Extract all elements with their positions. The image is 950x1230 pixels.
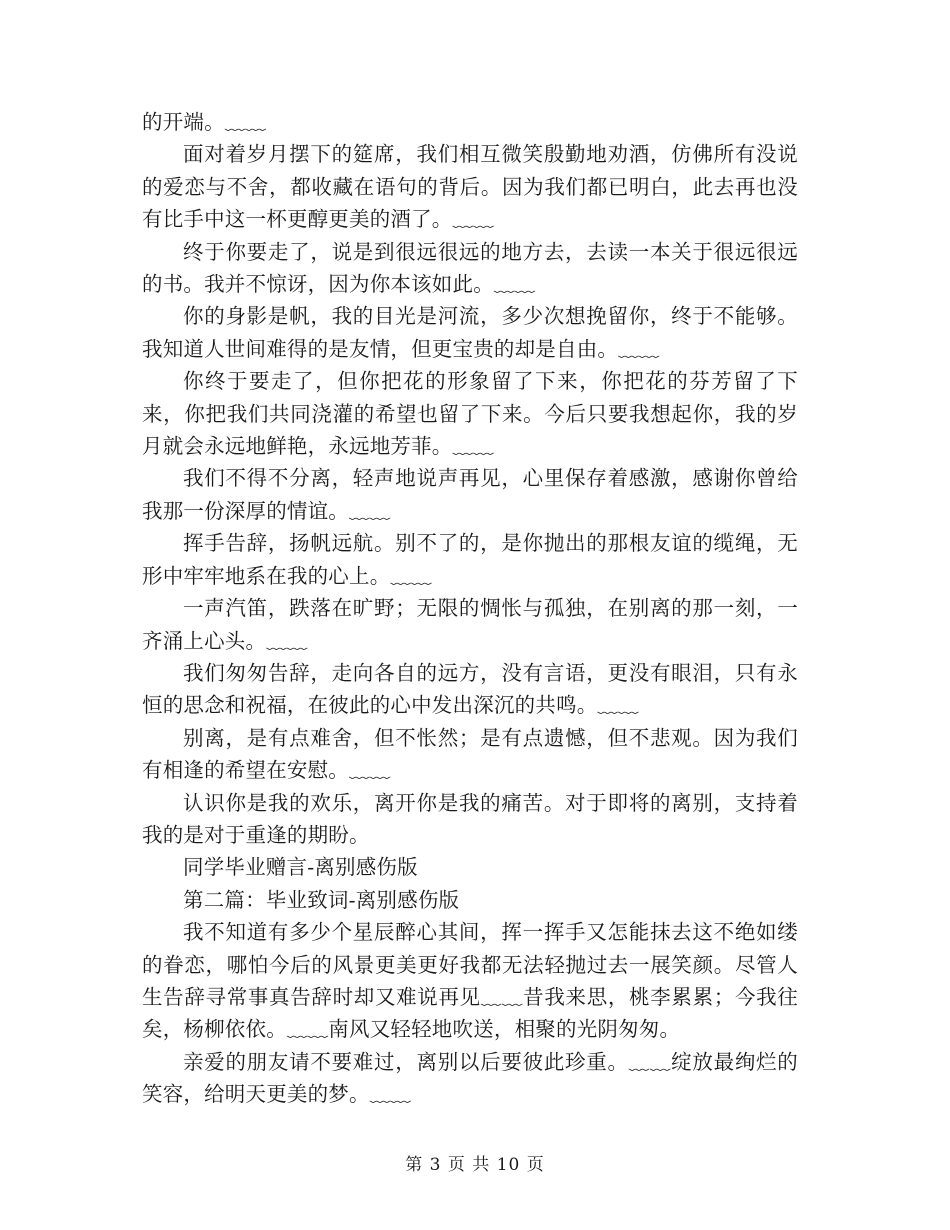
paragraph: 我们不得不分离，轻声地说声再见，心里保存着感激，感谢你曾给我那一份深厚的情谊。﹏﹏ bbox=[142, 466, 798, 523]
paragraph: 面对着岁月摆下的筵席，我们相互微笑殷勤地劝酒，仿佛所有没说的爱恋与不舍，都收藏在语句的背后。因为我们都已明白，此去再也没有比手中这一杯更醇更美的酒了。﹏﹏ bbox=[142, 142, 798, 232]
paragraph: 我们匆匆告辞，走向各自的远方，没有言语，更没有眼泪，只有永恒的思念和祝福，在彼此的心中发出深沉的共鸣。﹏﹏ bbox=[142, 660, 798, 718]
paragraph: 别离，是有点难舍，但不怅然；是有点遗憾，但不悲观。因为我们有相逢的希望在安慰。﹏﹏ bbox=[142, 725, 798, 783]
paragraph: 挥手告辞，扬帆远航。别不了的，是你抛出的那根友谊的缆绳，无形中牢牢地系在我的心上。﹏﹏ bbox=[142, 531, 798, 588]
section-heading: 第二篇：毕业致词-离别感伤版 bbox=[183, 887, 460, 912]
paragraph-continuation: 的开端。﹏﹏ bbox=[142, 110, 267, 134]
paragraph: 你的身影是帆，我的目光是河流，多少次想挽留你，终于不能够。我知道人世间难得的是友情，但更宝贵的却是自由。﹏﹏ bbox=[142, 304, 798, 361]
paragraph: 我不知道有多少个星辰醉心其间，挥一挥手又怎能抹去这不绝如缕的眷恋，哪怕今后的风景更美更好我都无法轻抛过去一展笑颜。尽管人生告辞寻常事真告辞时却又难说再见﹏﹏昔我来思，桃李累累；今我往矣，杨柳依依。﹏﹏南风又轻轻地吹送，相聚的光阴匆匆。 bbox=[142, 920, 798, 1042]
paragraph: 认识你是我的欢乐，离开你是我的痛苦。对于即将的离别，支持着我的是对于重逢的期盼。 bbox=[142, 790, 798, 847]
document-body bbox=[142, 106, 798, 1111]
paragraph: 一声汽笛，跌落在旷野；无限的惆怅与孤独，在别离的那一刻，一齐涌上心头。﹏﹏ bbox=[142, 596, 798, 653]
page-number-footer: 第 3 页 共 10 页 bbox=[405, 1155, 545, 1175]
paragraph: 亲爱的朋友请不要难过，离别以后要彼此珍重。﹏﹏绽放最绚烂的笑容，给明天更美的梦。﹏﹏ bbox=[142, 1049, 798, 1107]
section-heading: 同学毕业赠言-离别感伤版 bbox=[183, 855, 418, 880]
paragraph: 终于你要走了，说是到很远很远的地方去，去读一本关于很远很远的书。我并不惊讶，因为你本该如此。﹏﹏ bbox=[142, 239, 798, 297]
paragraph: 你终于要走了，但你把花的形象留了下来，你把花的芬芳留了下来，你把我们共同浇灌的希望也留了下来。今后只要我想起你，我的岁月就会永远地鲜艳，永远地芳菲。﹏﹏ bbox=[142, 369, 798, 459]
